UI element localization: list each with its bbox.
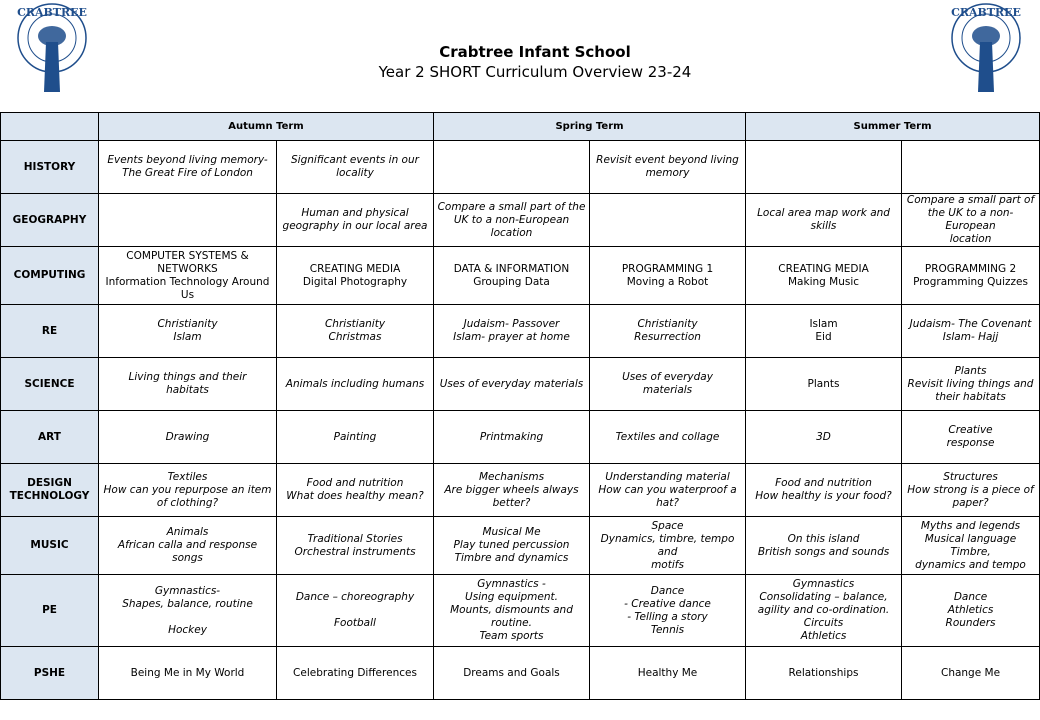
- subject-label: [1, 575, 99, 647]
- curriculum-cell-text: Compare a small part of the UK to a non-European location: [437, 200, 586, 239]
- curriculum-cell: [99, 647, 277, 700]
- curriculum-cell: [590, 305, 746, 358]
- curriculum-cell: [277, 358, 434, 411]
- curriculum-cell: [99, 358, 277, 411]
- curriculum-cell: [99, 141, 277, 194]
- subject-label: [1, 517, 99, 575]
- curriculum-cell: [99, 194, 277, 247]
- document-header: [0, 42, 1040, 82]
- curriculum-cell: [277, 141, 434, 194]
- curriculum-cell-text: CREATING MEDIA Digital Photography: [302, 262, 408, 288]
- curriculum-cell-text: Human and physical geography in our local area: [282, 207, 428, 232]
- curriculum-table: [0, 112, 1040, 700]
- curriculum-cell-text: Gymnastics Consolidating – balance, agility and co-ordination. Circuits Athletics: [757, 578, 890, 642]
- curriculum-cell-text: Dance - Creative dance - Telling a story Tennis: [624, 584, 711, 636]
- curriculum-cell: [434, 247, 590, 305]
- curriculum-cell-text: Change Me: [940, 666, 1001, 679]
- curriculum-cell: [902, 141, 1040, 194]
- corner-cell: [1, 113, 99, 141]
- subject-label-text: SCIENCE: [24, 377, 75, 390]
- curriculum-cell: [902, 575, 1040, 647]
- table-row: [1, 575, 1040, 647]
- table-row: [1, 358, 1040, 411]
- curriculum-cell-text: Painting: [333, 430, 377, 443]
- svg-text:CRABTREE: CRABTREE: [17, 6, 87, 19]
- curriculum-cell-text: Creative response: [946, 424, 995, 449]
- table-row: [1, 247, 1040, 305]
- curriculum-cell-text: Healthy Me: [637, 666, 698, 679]
- curriculum-cell: [434, 358, 590, 411]
- curriculum-cell: [277, 517, 434, 575]
- subject-label-text: RE: [41, 324, 58, 337]
- curriculum-cell: [746, 305, 902, 358]
- curriculum-cell-text: Gymnastics- Shapes, balance, routine Hockey: [122, 584, 253, 636]
- curriculum-cell-text: Animals African calla and response songs: [117, 526, 258, 564]
- curriculum-cell: [590, 194, 746, 247]
- curriculum-cell-text: COMPUTER SYSTEMS & NETWORKS Information Technology Around Us: [105, 249, 270, 301]
- curriculum-cell-text: PROGRAMMING 2 Programming Quizzes: [913, 262, 1028, 288]
- curriculum-cell: [590, 517, 746, 575]
- curriculum-cell: [590, 464, 746, 517]
- curriculum-cell-text: Textiles How can you repurpose an item of clothing?: [103, 470, 272, 509]
- curriculum-cell-text: Celebrating Differences: [293, 666, 417, 679]
- curriculum-cell: [746, 194, 902, 247]
- svg-text:CRABTREE: CRABTREE: [951, 6, 1021, 19]
- table-row: [1, 141, 1040, 194]
- table-row: [1, 517, 1040, 575]
- term-header-row: [1, 113, 1040, 141]
- curriculum-cell-text: Dance Athletics Rounders: [945, 591, 996, 629]
- subject-label-text: MUSIC: [30, 539, 69, 551]
- curriculum-cell: [746, 575, 902, 647]
- curriculum-cell: [277, 575, 434, 647]
- curriculum-cell-text: Christianity Christmas: [324, 318, 386, 343]
- curriculum-cell-text: 3D: [816, 430, 831, 443]
- curriculum-cell-text: Textiles and collage: [615, 430, 720, 443]
- term-header-autumn: Autumn Term: [99, 113, 434, 141]
- curriculum-cell-text: Judaism- The Covenant Islam- Hajj: [909, 318, 1032, 343]
- curriculum-cell-text: On this island British songs and sounds: [757, 532, 890, 558]
- curriculum-cell: [99, 305, 277, 358]
- curriculum-cell-text: Judaism- Passover Islam- prayer at home: [453, 318, 570, 343]
- curriculum-cell: [746, 141, 902, 194]
- curriculum-cell: [746, 358, 902, 411]
- curriculum-cell: [99, 464, 277, 517]
- subject-label-text: PE: [42, 604, 57, 616]
- curriculum-cell-text: Plants Revisit living things and their habitats: [907, 364, 1034, 403]
- term-header-spring: Spring Term: [434, 113, 746, 141]
- curriculum-cell-text: Christianity Islam: [157, 318, 218, 343]
- curriculum-cell: [902, 464, 1040, 517]
- curriculum-cell: [434, 464, 590, 517]
- curriculum-cell: [902, 305, 1040, 358]
- table-row: [1, 411, 1040, 464]
- curriculum-cell: [590, 647, 746, 700]
- table-row: [1, 194, 1040, 247]
- subject-label-text: PSHE: [33, 666, 66, 679]
- curriculum-cell: [99, 247, 277, 305]
- subject-label-text: DESIGN TECHNOLOGY: [9, 477, 90, 502]
- subject-label-text: COMPUTING: [13, 269, 86, 281]
- curriculum-cell-text: Structures How strong is a piece of paper?: [907, 470, 1034, 509]
- curriculum-cell-text: Local area map work and skills: [757, 207, 890, 232]
- curriculum-cell: [434, 411, 590, 464]
- curriculum-cell-text: Living things and their habitats: [128, 371, 247, 396]
- school-name: Crabtree Infant School: [439, 43, 631, 61]
- curriculum-cell-text: Events beyond living memory- The Great Fire of London: [107, 154, 268, 179]
- curriculum-cell: [277, 194, 434, 247]
- curriculum-cell: [277, 647, 434, 700]
- subject-label-text: HISTORY: [23, 160, 76, 173]
- curriculum-cell: [590, 247, 746, 305]
- curriculum-cell-text: Drawing: [165, 430, 210, 443]
- curriculum-cell: [590, 575, 746, 647]
- curriculum-cell: [902, 647, 1040, 700]
- curriculum-cell: [277, 411, 434, 464]
- curriculum-cell: [434, 517, 590, 575]
- curriculum-cell: [590, 411, 746, 464]
- curriculum-cell: [746, 647, 902, 700]
- curriculum-cell-text: Compare a small part of the UK to a non-European location: [906, 194, 1035, 245]
- curriculum-cell: [902, 358, 1040, 411]
- curriculum-cell: [590, 141, 746, 194]
- curriculum-cell: [434, 647, 590, 700]
- curriculum-cell: [902, 411, 1040, 464]
- curriculum-cell: [277, 464, 434, 517]
- subject-label: [1, 464, 99, 517]
- curriculum-cell-text: Gymnastics - Using equipment. Mounts, dismounts and routine. Team sports: [450, 578, 573, 642]
- subject-label: [1, 194, 99, 247]
- term-header-summer: Summer Term: [746, 113, 1040, 141]
- curriculum-cell: [746, 411, 902, 464]
- curriculum-cell: [99, 575, 277, 647]
- curriculum-cell: [99, 411, 277, 464]
- curriculum-cell: [590, 358, 746, 411]
- curriculum-cell: [434, 305, 590, 358]
- table-row: [1, 647, 1040, 700]
- curriculum-cell-text: Food and nutrition How healthy is your food?: [755, 477, 892, 502]
- subject-label: [1, 647, 99, 700]
- curriculum-cell-text: Being Me in My World: [130, 666, 245, 679]
- subject-label-text: GEOGRAPHY: [12, 213, 87, 226]
- curriculum-cell-text: Uses of everyday materials: [622, 371, 713, 396]
- curriculum-cell-text: Traditional Stories Orchestral instruments: [294, 532, 416, 558]
- table-row: [1, 305, 1040, 358]
- curriculum-cell-text: Myths and legends Musical language Timbre, dynamics and tempo: [915, 519, 1026, 571]
- table-row: [1, 464, 1040, 517]
- curriculum-cell: [746, 517, 902, 575]
- curriculum-cell-text: Plants: [807, 377, 840, 390]
- curriculum-cell-text: Musical Me Play tuned percussion Timbre and dynamics: [453, 526, 570, 564]
- curriculum-cell-text: Revisit event beyond living memory: [596, 154, 739, 179]
- curriculum-cell-text: Christianity Resurrection: [634, 318, 701, 343]
- subject-label: [1, 358, 99, 411]
- subject-label: [1, 247, 99, 305]
- curriculum-cell-text: DATA & INFORMATION Grouping Data: [453, 262, 570, 288]
- curriculum-cell: [746, 464, 902, 517]
- curriculum-cell: [902, 194, 1040, 247]
- document-title: Year 2 SHORT Curriculum Overview 23-24: [378, 63, 692, 81]
- curriculum-cell: [277, 305, 434, 358]
- curriculum-cell: [434, 141, 590, 194]
- curriculum-cell-text: PROGRAMMING 1 Moving a Robot: [621, 262, 714, 288]
- subject-label: [1, 141, 99, 194]
- curriculum-cell-text: Animals including humans: [285, 377, 425, 390]
- curriculum-cell-text: Mechanisms Are bigger wheels always better?: [444, 470, 579, 509]
- curriculum-cell-text: Significant events in our locality: [291, 154, 419, 179]
- curriculum-cell: [746, 247, 902, 305]
- curriculum-cell-text: Food and nutrition What does healthy mean?: [286, 477, 424, 502]
- curriculum-cell-text: CREATING MEDIA Making Music: [778, 262, 869, 288]
- curriculum-cell: [902, 517, 1040, 575]
- subject-label: [1, 305, 99, 358]
- curriculum-cell: [902, 247, 1040, 305]
- curriculum-cell: [99, 517, 277, 575]
- curriculum-cell: [434, 575, 590, 647]
- subject-label: [1, 411, 99, 464]
- subject-label-text: ART: [38, 430, 61, 443]
- curriculum-cell-text: Dance – choreography Football: [295, 591, 415, 629]
- curriculum-cell-text: Space Dynamics, timbre, tempo and motifs: [600, 519, 735, 571]
- curriculum-cell: [434, 194, 590, 247]
- curriculum-cell-text: Dreams and Goals: [463, 666, 560, 679]
- curriculum-cell: [277, 247, 434, 305]
- curriculum-cell-text: Understanding material How can you waterproof a hat?: [598, 470, 737, 509]
- curriculum-cell-text: Islam Eid: [809, 318, 838, 343]
- curriculum-cell-text: Relationships: [788, 666, 859, 679]
- curriculum-cell-text: Printmaking: [479, 430, 544, 443]
- curriculum-cell-text: Uses of everyday materials: [439, 377, 584, 390]
